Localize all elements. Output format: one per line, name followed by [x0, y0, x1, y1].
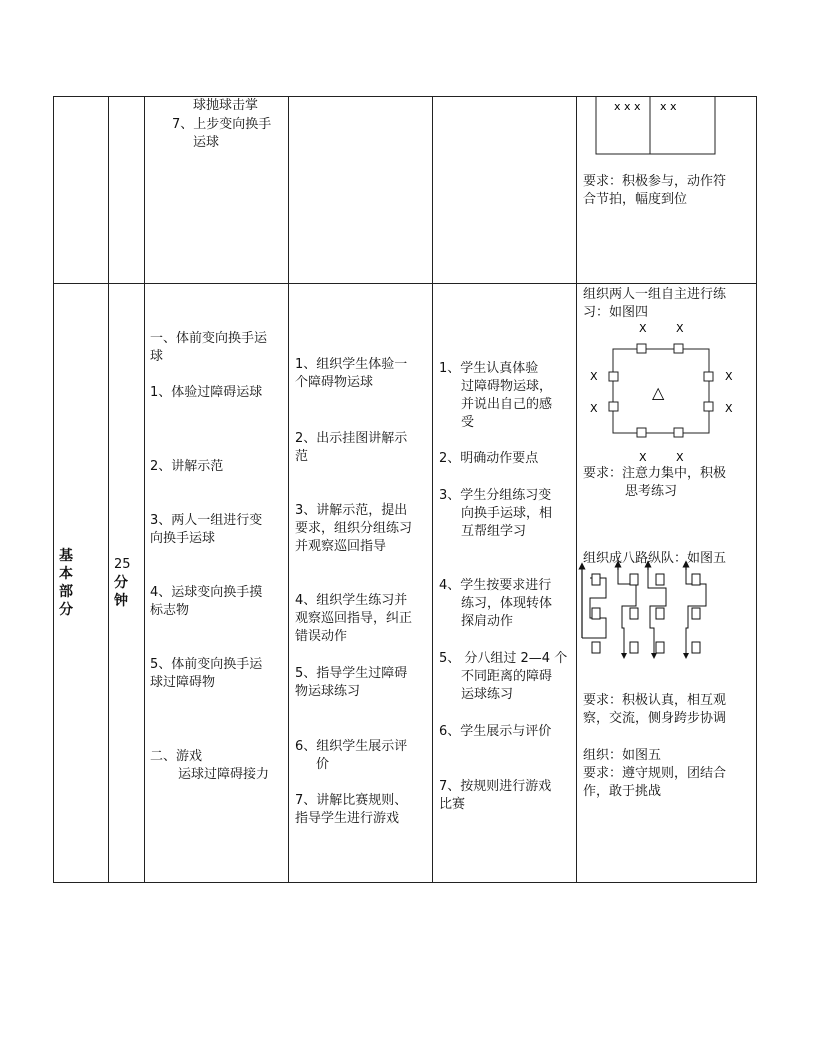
section-label-char: 基: [59, 548, 73, 564]
student-step: 向换手运球，相: [461, 506, 553, 521]
org-text: 组织：如图五: [583, 748, 662, 763]
court-diagram-top: [594, 96, 718, 156]
teacher-step: 7、讲解比赛规则、: [295, 793, 408, 808]
student-step: 4、学生按要求进行: [439, 578, 552, 593]
content-item: 5、体前变向换手运: [150, 657, 263, 672]
student-step: 练习，体现转体: [461, 596, 553, 611]
content-item: 球: [150, 349, 164, 364]
time-unit-char: 分: [114, 575, 128, 591]
content-item: 向换手运球: [150, 531, 216, 546]
student-step: 7、按规则进行游戏: [439, 779, 552, 794]
content-item: 2、讲解示范: [150, 459, 224, 474]
player-x-mark: X: [676, 451, 684, 464]
content-line: 运球: [193, 135, 220, 150]
student-step: 6、学生展示与评价: [439, 724, 552, 739]
formation-figure-5: [578, 560, 718, 664]
teacher-step: 物运球练习: [295, 684, 361, 699]
player-x-mark: X: [725, 402, 733, 415]
player-x-mark: X: [590, 402, 598, 415]
org-text: 组织两人一组自主进行练: [583, 287, 727, 302]
col-border-6: [576, 96, 577, 883]
content-item: 3、两人一组进行变: [150, 513, 263, 528]
col-border-5: [432, 96, 433, 883]
student-step: 过障碍物运球，: [461, 379, 553, 394]
teacher-step: 要求，组织分组练习: [295, 521, 413, 536]
content-line: 球抛球击掌: [193, 98, 259, 113]
teacher-step: 个障碍物运球: [295, 375, 374, 390]
player-x-mark: X: [639, 451, 647, 464]
student-step: 比赛: [439, 797, 466, 812]
content-item: 运球过障碍接力: [178, 767, 270, 782]
student-step: 探肩动作: [461, 614, 514, 629]
requirement-line: 合节拍，幅度到位: [583, 192, 688, 207]
teacher-step: 范: [295, 449, 309, 464]
time-number: 25: [114, 557, 131, 572]
student-step: 不同距离的障碍: [461, 669, 553, 684]
player-marks-left: x x x: [614, 100, 641, 113]
teacher-step: 4、组织学生练习并: [295, 593, 408, 608]
org-text: 要求：注意力集中，积极: [583, 466, 727, 481]
content-item: 4、运球变向换手摸: [150, 585, 263, 600]
content-item: 1、体验过障碍运球: [150, 385, 263, 400]
content-item: 一、体前变向换手运: [150, 331, 268, 346]
section-label-char: 部: [59, 584, 73, 600]
student-step: 2、明确动作要点: [439, 451, 539, 466]
player-x-mark: X: [676, 322, 684, 335]
player-marks-right: x x: [660, 100, 677, 113]
player-x-mark: X: [590, 370, 598, 383]
teacher-step: 错误动作: [295, 629, 348, 644]
org-text: 作，敢于挑战: [583, 784, 662, 799]
content-item: 二、游戏: [150, 749, 203, 764]
time-unit-char: 钟: [114, 593, 128, 609]
student-step: 受: [461, 415, 475, 430]
col-border-7: [756, 96, 757, 883]
student-step: 互帮组学习: [461, 524, 527, 539]
col-border-1: [53, 96, 54, 883]
teacher-step: 并观察巡回指导: [295, 539, 387, 554]
table-bottom-border: [53, 882, 757, 883]
teacher-step: 价: [316, 757, 330, 772]
org-text: 思考练习: [625, 484, 678, 499]
student-step: 1、学生认真体验: [439, 361, 539, 376]
section-label-char: 本: [59, 566, 73, 582]
org-text: 组织成八路纵队：如图五: [583, 551, 727, 566]
teacher-step: 指导学生进行游戏: [295, 811, 400, 826]
col-border-3: [144, 96, 145, 883]
teacher-step: 观察巡回指导，纠正: [295, 611, 413, 626]
player-x-mark: X: [725, 370, 733, 383]
student-step: 5、 分八组过 2—4 个: [439, 651, 568, 666]
col-border-4: [288, 96, 289, 883]
player-x-mark: X: [639, 322, 647, 335]
student-step: 并说出自己的感: [461, 397, 553, 412]
student-step: 3、学生分组练习变: [439, 488, 552, 503]
teacher-step: 1、组织学生体验一: [295, 357, 408, 372]
requirement-line: 要求：积极参与，动作符: [583, 174, 727, 189]
teacher-step: 6、组织学生展示评: [295, 739, 408, 754]
section-label-char: 分: [59, 602, 73, 618]
teacher-step: 3、讲解示范，提出: [295, 503, 408, 518]
content-line: 7、上步变向换手: [172, 117, 272, 132]
org-text: 要求：遵守规则，团结合: [583, 766, 727, 781]
row-divider: [53, 283, 757, 284]
formation-figure-4: [580, 318, 752, 466]
org-text: 察，交流，侧身跨步协调: [583, 711, 727, 726]
org-text: 习：如图四: [583, 305, 649, 320]
student-step: 运球练习: [461, 687, 514, 702]
col-border-2: [108, 96, 109, 883]
org-text: 要求：积极认真，相互观: [583, 693, 727, 708]
teacher-step: 2、出示挂图讲解示: [295, 431, 408, 446]
teacher-triangle: △: [652, 383, 665, 402]
content-item: 标志物: [150, 603, 190, 618]
teacher-step: 5、指导学生过障碍: [295, 666, 408, 681]
content-item: 球过障碍物: [150, 675, 216, 690]
